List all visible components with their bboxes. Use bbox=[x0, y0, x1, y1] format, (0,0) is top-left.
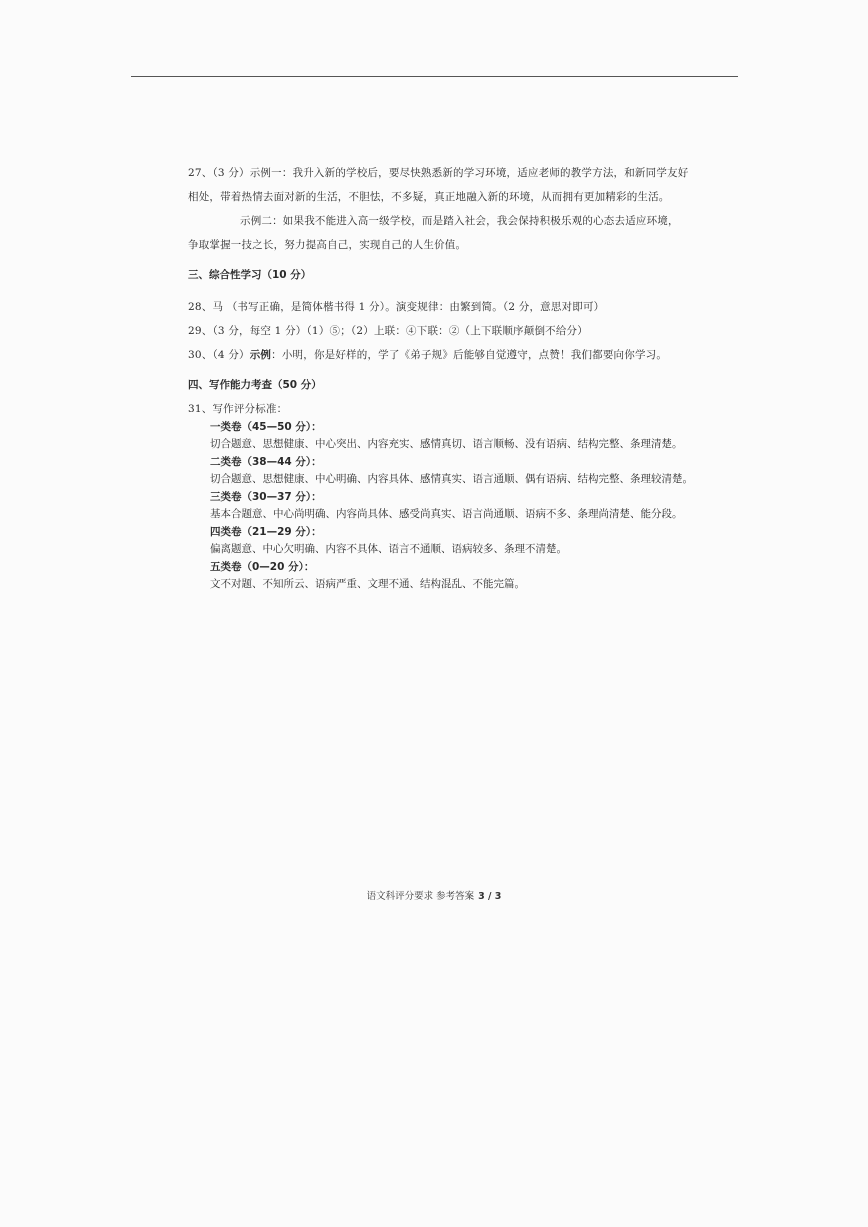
grade-2-title: 二类卷（38—44 分）： bbox=[210, 455, 322, 468]
grade-4-title: 四类卷（21—29 分）： bbox=[210, 525, 322, 538]
question-31 bbox=[188, 401, 693, 594]
footer-text: 语文科评分要求 参考答案 bbox=[366, 891, 475, 902]
section-4-heading: 四、写作能力考查（50 分） bbox=[188, 379, 322, 391]
question-30 bbox=[188, 343, 688, 367]
q30-text: ：小明，你是好样的，学了《弟子规》后能够自觉遵守，点赞！我们都要向你学习。 bbox=[271, 349, 668, 361]
grade-5-desc: 文不对题、不知所云、语病严重、文理不通、结构混乱、不能完篇。 bbox=[210, 578, 525, 590]
q30-label: 示例 bbox=[249, 349, 272, 361]
page-footer bbox=[0, 888, 868, 902]
question-27 bbox=[188, 161, 688, 257]
q27-line-4: 争取掌握一技之长，努力提高自己，实现自己的人生价值。 bbox=[188, 239, 467, 251]
question-29: 29、（3 分，每空 1 分）（1）⑤；（2）上联：④下联：②（上下联顺序颠倒不给分） bbox=[188, 325, 588, 337]
q27-line-3: 示例二：如果我不能进入高一级学校，而是踏入社会，我会保持积极乐观的心态去适应环境， bbox=[240, 215, 679, 227]
q30-prefix: 30、（4 分） bbox=[188, 349, 250, 361]
grade-3-desc: 基本合题意、中心尚明确、内容尚具体、感受尚真实、语言尚通顺、语病不多、条理尚清楚、能分段。 bbox=[210, 508, 683, 520]
question-28: 28、马 （书写正确，是简体楷书得 1 分）。演变规律：由繁到简。（2 分，意思对即可） bbox=[188, 301, 605, 313]
page-number: 3 / 3 bbox=[478, 891, 502, 902]
grade-1-title: 一类卷（45—50 分）： bbox=[210, 420, 322, 433]
grade-4-desc: 偏离题意、中心欠明确、内容不具体、语言不通顺、语病较多、条理不清楚。 bbox=[210, 543, 567, 555]
grade-2-desc: 切合题意、思想健康、中心明确、内容具体、感情真实、语言通顺、偶有语病、结构完整、条理较清楚。 bbox=[210, 473, 693, 485]
q27-line-1: 27、（3 分）示例一：我升入新的学校后，要尽快熟悉新的学习环境，适应老师的教学方法，和新同学友好 bbox=[188, 167, 689, 179]
grade-3-title: 三类卷（30—37 分）： bbox=[210, 490, 322, 503]
q31-label: 31、写作评分标准： bbox=[188, 403, 288, 415]
grading-criteria bbox=[188, 419, 693, 594]
header-rule bbox=[131, 76, 738, 77]
q27-line-2: 相处，带着热情去面对新的生活，不胆怯，不多疑，真正地融入新的环境，从而拥有更加精彩的生活。 bbox=[188, 191, 670, 203]
section-3-heading: 三、综合性学习（10 分） bbox=[188, 269, 312, 281]
grade-5-title: 五类卷（0—20 分）： bbox=[210, 560, 315, 573]
grade-1-desc: 切合题意、思想健康、中心突出、内容充实、感情真切、语言顺畅、没有语病、结构完整、条理清楚。 bbox=[210, 438, 683, 450]
answer-content bbox=[188, 161, 693, 594]
